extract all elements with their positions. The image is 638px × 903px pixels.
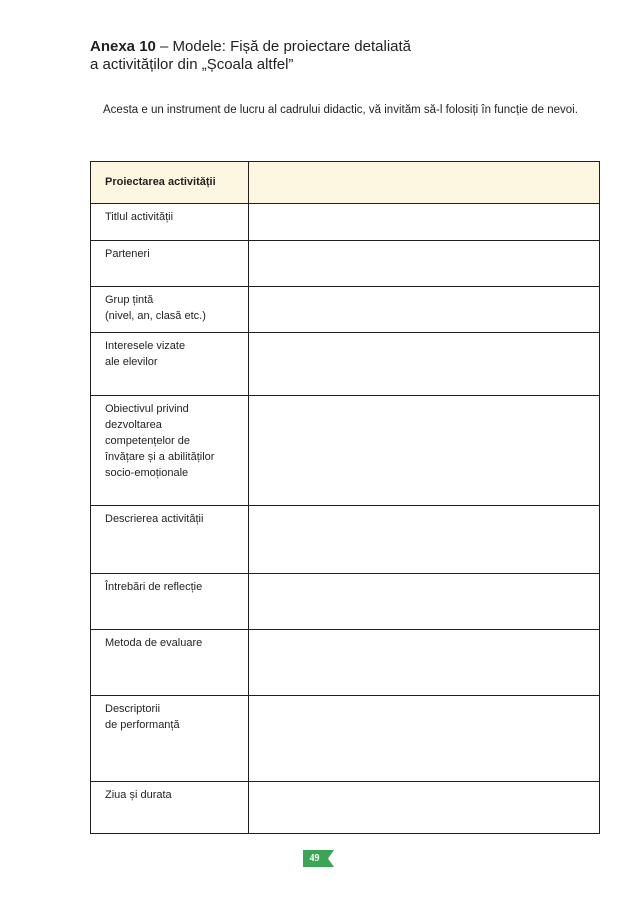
row-value-cell[interactable]	[249, 396, 600, 506]
table-row	[91, 396, 600, 506]
row-label-cell: Descrierea activității	[91, 506, 249, 574]
row-label-cell: Metoda de evaluare	[91, 630, 249, 696]
row-value-cell[interactable]	[249, 287, 600, 333]
row-value-cell[interactable]	[249, 574, 600, 630]
row-label-cell: Ziua și durata	[91, 782, 249, 834]
annex-number: Anexa 10	[90, 38, 156, 55]
table-row	[91, 630, 600, 696]
table-row	[91, 241, 600, 287]
row-value-cell[interactable]	[249, 204, 600, 241]
table-row	[91, 204, 600, 241]
page-title	[90, 38, 590, 74]
table-header-row	[91, 162, 600, 204]
row-value-cell[interactable]	[249, 506, 600, 574]
table-row	[91, 333, 600, 396]
row-label-cell: Interesele vizate ale elevilor	[91, 333, 249, 396]
row-label-cell: Parteneri	[91, 241, 249, 287]
row-label-cell: Întrebări de reflecție	[91, 574, 249, 630]
table-row	[91, 506, 600, 574]
row-label-cell: Titlul activității	[91, 204, 249, 241]
row-value-cell[interactable]	[249, 630, 600, 696]
title-line2: a activităților din „Școala altfel”	[90, 56, 294, 73]
row-value-cell[interactable]	[249, 333, 600, 396]
header-value-cell	[249, 162, 600, 204]
header-label-cell: Proiectarea activității	[91, 162, 249, 204]
table-row	[91, 696, 600, 782]
planning-form-table	[90, 161, 600, 834]
table-row	[91, 782, 600, 834]
intro-paragraph: Acesta e un instrument de lucru al cadrului didactic, vă invităm să-l folosiți în funcție de nevoi.	[103, 104, 578, 116]
title-line1-rest: – Modele: Fișă de proiectare detaliată	[155, 38, 412, 55]
row-label-cell: Obiectivul privind dezvoltarea competențelor de învățare și a abilităților socio-emoționale	[91, 396, 249, 506]
row-label-cell: Grup țintă (nivel, an, clasă etc.)	[91, 287, 249, 333]
row-label-cell: Descriptorii de performanță	[91, 696, 249, 782]
table-row	[91, 574, 600, 630]
page-number-badge	[303, 850, 334, 867]
page-number: 49	[309, 853, 320, 864]
row-value-cell[interactable]	[249, 782, 600, 834]
table-row	[91, 287, 600, 333]
row-value-cell[interactable]	[249, 696, 600, 782]
row-value-cell[interactable]	[249, 241, 600, 287]
